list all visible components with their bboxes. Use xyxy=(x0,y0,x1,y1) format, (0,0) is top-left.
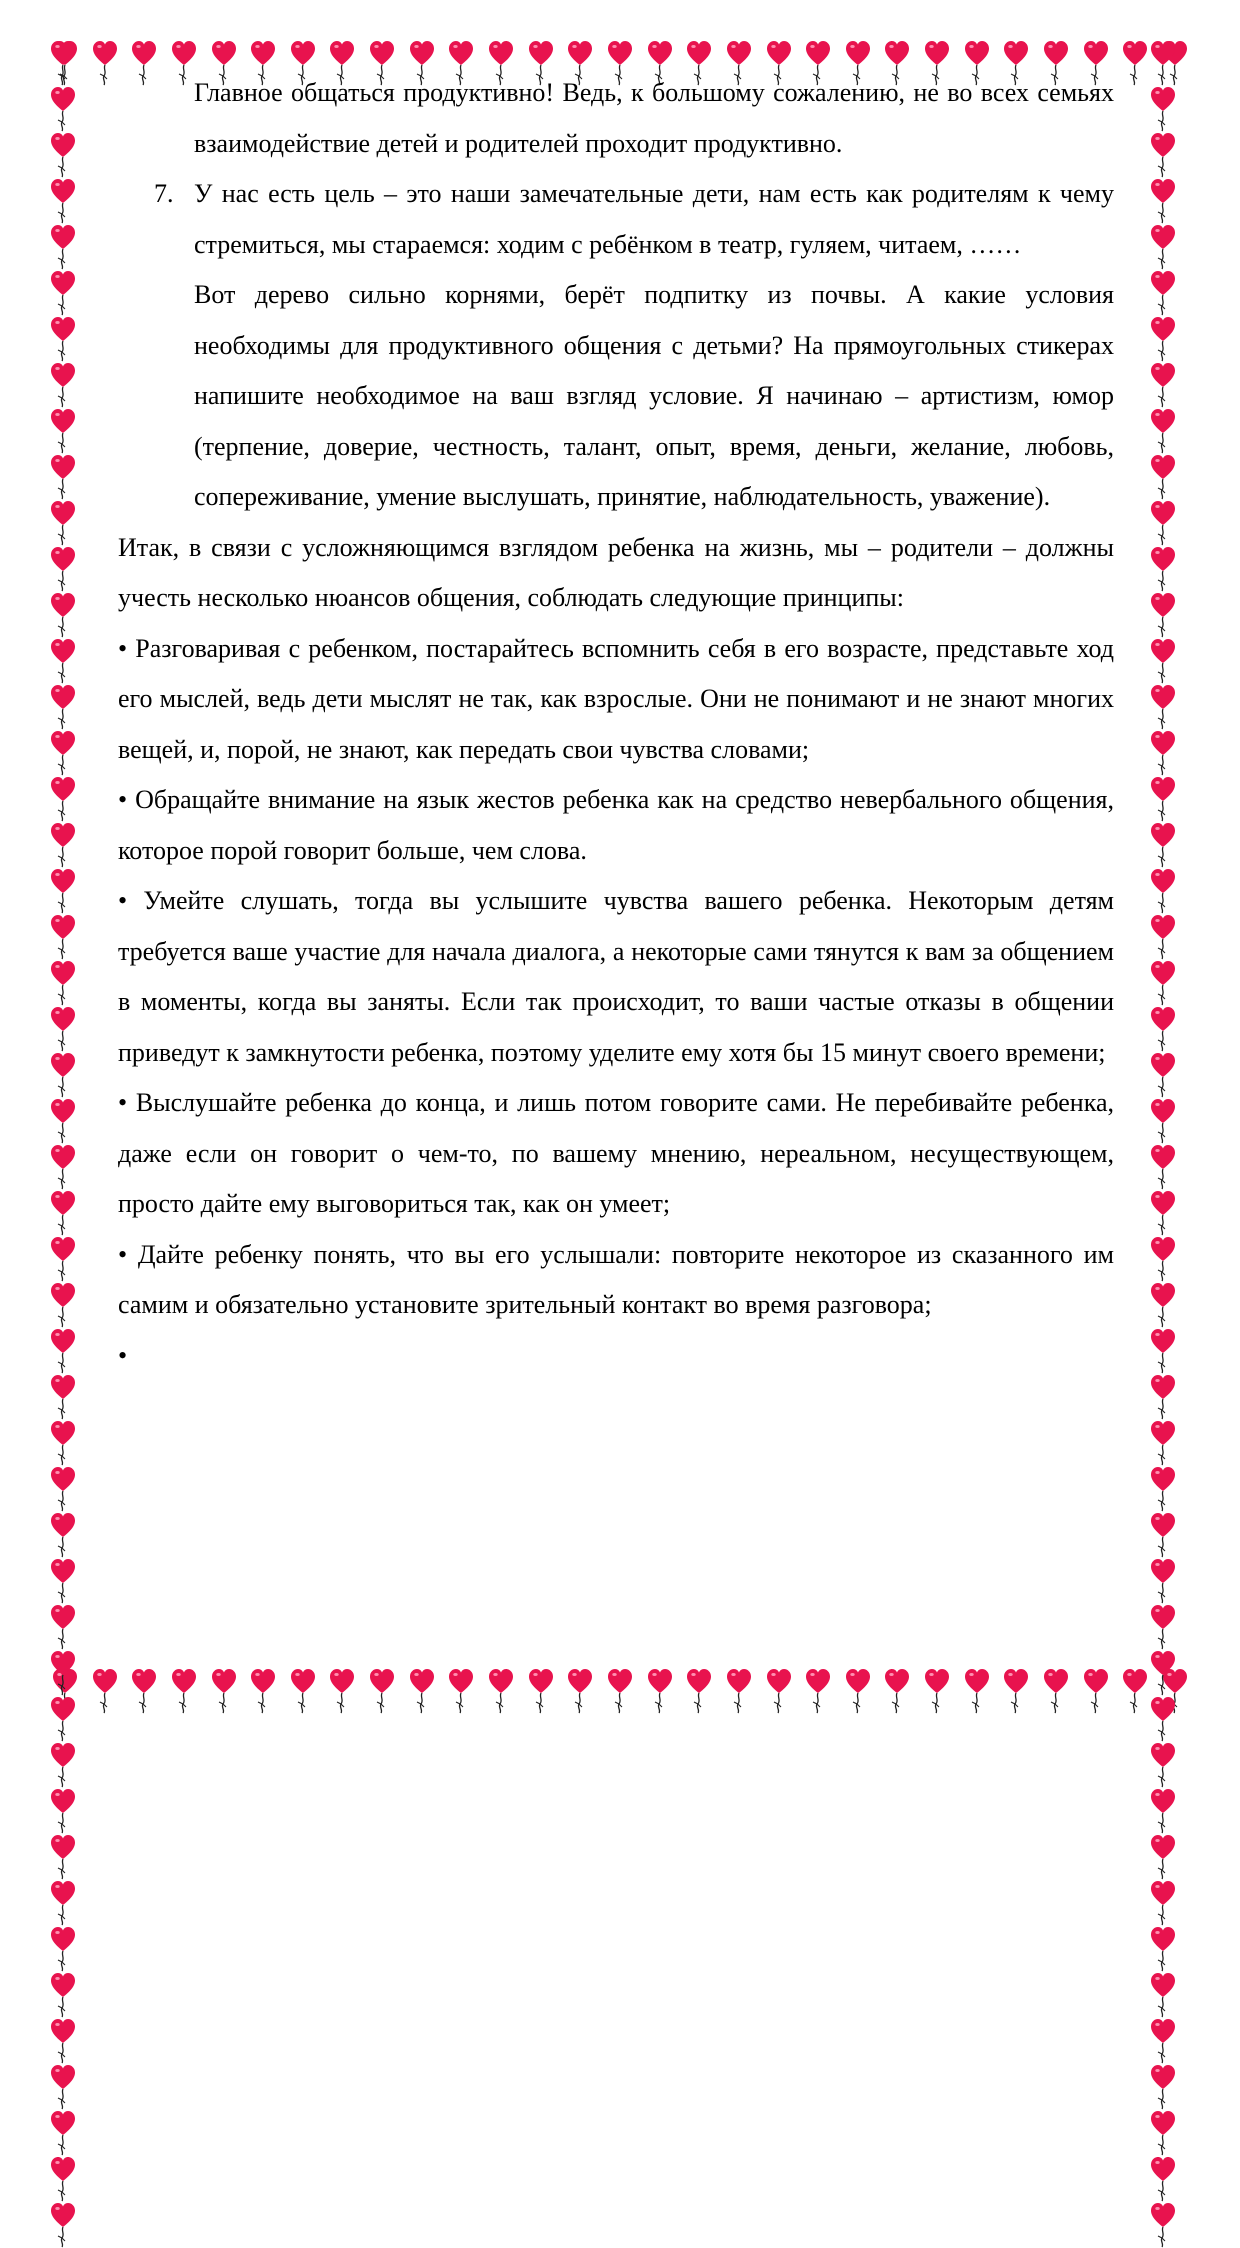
heart-balloon-icon xyxy=(1150,86,1190,132)
heart-balloon-icon xyxy=(1150,960,1190,1006)
paragraph-continuation: Главное общаться продуктивно! Ведь, к большому сожалению, не во всех семьях взаимодействие детей и родителей проходит продуктивно. xyxy=(194,78,1114,158)
heart-balloon-icon xyxy=(50,316,90,362)
heart-balloon-icon xyxy=(1150,1880,1190,1926)
heart-balloon-icon xyxy=(1150,684,1190,730)
heart-balloon-icon xyxy=(1150,1282,1190,1328)
heart-balloon-icon xyxy=(50,1282,90,1328)
heart-balloon-icon xyxy=(50,1788,90,1834)
heart-balloon-icon xyxy=(50,1696,90,1742)
heart-balloon-icon xyxy=(1150,546,1190,592)
heart-balloon-icon xyxy=(1150,1834,1190,1880)
heart-balloon-icon xyxy=(1150,868,1190,914)
heart-balloon-icon xyxy=(50,1052,90,1098)
heart-balloon-icon xyxy=(50,2156,90,2202)
border-bottom xyxy=(52,1668,1188,1718)
heart-balloon-icon xyxy=(250,1668,276,1718)
heart-balloon-icon xyxy=(50,178,90,224)
heart-balloon-icon xyxy=(50,362,90,408)
heart-balloon-icon xyxy=(1150,1696,1190,1742)
heart-balloon-icon xyxy=(50,1328,90,1374)
heart-balloon-icon xyxy=(50,730,90,776)
heart-balloon-icon xyxy=(1150,270,1190,316)
heart-balloon-icon xyxy=(290,1668,316,1718)
heart-balloon-icon xyxy=(50,638,90,684)
heart-balloon-icon xyxy=(766,1668,792,1718)
heart-balloon-icon xyxy=(488,1668,514,1718)
heart-balloon-icon xyxy=(50,1972,90,2018)
heart-balloon-icon xyxy=(1150,1190,1190,1236)
heart-balloon-icon xyxy=(1150,2064,1190,2110)
heart-balloon-icon xyxy=(50,1144,90,1190)
heart-balloon-icon xyxy=(50,1374,90,1420)
heart-balloon-icon xyxy=(686,1668,712,1718)
heart-balloon-icon xyxy=(50,1558,90,1604)
heart-balloon-icon xyxy=(528,1668,554,1718)
heart-balloon-icon xyxy=(1122,1668,1148,1718)
heart-balloon-icon xyxy=(1150,2202,1190,2248)
heart-balloon-icon xyxy=(1150,1144,1190,1190)
heart-balloon-icon xyxy=(50,868,90,914)
heart-balloon-icon xyxy=(50,960,90,1006)
heart-balloon-icon xyxy=(1150,1466,1190,1512)
heart-balloon-icon xyxy=(131,1668,157,1718)
heart-balloon-icon xyxy=(1150,1512,1190,1558)
heart-balloon-icon xyxy=(50,1742,90,1788)
heart-balloon-icon xyxy=(1150,776,1190,822)
heart-balloon-icon xyxy=(845,1668,871,1718)
list-item-7 xyxy=(154,169,1114,270)
heart-balloon-icon xyxy=(50,1006,90,1052)
heart-balloon-icon xyxy=(1150,178,1190,224)
list-number: 7. xyxy=(154,179,174,208)
heart-balloon-icon xyxy=(50,1926,90,1972)
paragraph-tree: Вот дерево сильно корнями, берёт подпитку из почвы. А какие условия необходимы для продуктивного общения с детьми? На прямоугольных стикерах напишите необходимое на ваш взгляд условие. Я начинаю – артистизм, юмор (терпение, доверие, честность, талант, опыт, время, деньги, желание, любовь, сопереживание, умение выслушать, принятие, наблюдательность, уважение). xyxy=(194,280,1114,511)
heart-balloon-icon xyxy=(50,224,90,270)
heart-balloon-icon xyxy=(607,1668,633,1718)
heart-balloon-icon xyxy=(1150,1742,1190,1788)
heart-balloon-icon xyxy=(1003,1668,1029,1718)
heart-balloon-icon xyxy=(1150,316,1190,362)
heart-balloon-icon xyxy=(1150,1374,1190,1420)
heart-balloon-icon xyxy=(92,40,118,90)
heart-balloon-icon xyxy=(1150,822,1190,868)
bullet-3: • Умейте слушать, тогда вы услышите чувства вашего ребенка. Некоторым детям требуется ваше участие для начала диалога, а некоторые сами тянутся к вам за общением в моменты, когда вы заняты. Если так происходит, то ваши частые отказы в общении приведут к замкнутости ребенка, поэтому уделите ему хотя бы 15 минут своего времени; xyxy=(118,886,1114,1067)
heart-balloon-icon xyxy=(50,914,90,960)
heart-balloon-icon xyxy=(50,822,90,868)
document-body xyxy=(118,68,1114,1381)
heart-balloon-icon xyxy=(1150,1604,1190,1650)
heart-balloon-icon xyxy=(50,408,90,454)
heart-balloon-icon xyxy=(964,1668,990,1718)
heart-balloon-icon xyxy=(1150,1972,1190,2018)
heart-balloon-icon xyxy=(1150,2018,1190,2064)
heart-balloon-icon xyxy=(1043,1668,1069,1718)
heart-balloon-icon xyxy=(1150,40,1190,86)
heart-balloon-icon xyxy=(1150,224,1190,270)
heart-balloon-icon xyxy=(409,1668,435,1718)
heart-balloon-icon xyxy=(726,1668,752,1718)
heart-balloon-icon xyxy=(211,1668,237,1718)
heart-balloon-icon xyxy=(1150,1006,1190,1052)
heart-balloon-icon xyxy=(329,1668,355,1718)
heart-balloon-icon xyxy=(1122,40,1148,90)
heart-balloon-icon xyxy=(50,1190,90,1236)
heart-balloon-icon xyxy=(50,776,90,822)
heart-balloon-icon xyxy=(50,86,90,132)
heart-balloon-icon xyxy=(50,2110,90,2156)
heart-balloon-icon xyxy=(1150,2110,1190,2156)
heart-balloon-icon xyxy=(50,684,90,730)
heart-balloon-icon xyxy=(567,1668,593,1718)
heart-balloon-icon xyxy=(50,2018,90,2064)
heart-balloon-icon xyxy=(50,1650,90,1696)
heart-balloon-icon xyxy=(924,1668,950,1718)
heart-balloon-icon xyxy=(1150,1236,1190,1282)
paragraph-itak: Итак, в связи с усложняющимся взглядом ребенка на жизнь, мы – родители – должны учесть несколько нюансов общения, соблюдать следующие принципы: xyxy=(118,532,1114,612)
border-left xyxy=(50,40,90,1718)
heart-balloon-icon xyxy=(1150,1420,1190,1466)
heart-balloon-icon xyxy=(1150,592,1190,638)
heart-balloon-icon xyxy=(50,500,90,546)
heart-balloon-icon xyxy=(50,1098,90,1144)
list-item-text: У нас есть цель – это наши замечательные дети, нам есть как родителям к чему стремиться, мы стараемся: ходим с ребёнком в театр, гуляем, читаем, …… xyxy=(194,179,1114,259)
heart-balloon-icon xyxy=(1150,1926,1190,1972)
heart-balloon-icon xyxy=(1083,1668,1109,1718)
heart-balloon-icon xyxy=(1150,132,1190,178)
heart-balloon-icon xyxy=(1150,914,1190,960)
heart-balloon-icon xyxy=(50,1512,90,1558)
heart-balloon-icon xyxy=(1150,454,1190,500)
heart-balloon-icon xyxy=(1150,1098,1190,1144)
heart-balloon-icon xyxy=(1150,500,1190,546)
heart-balloon-icon xyxy=(1150,1052,1190,1098)
heart-balloon-icon xyxy=(1150,1558,1190,1604)
heart-balloon-icon xyxy=(50,270,90,316)
heart-balloon-icon xyxy=(448,1668,474,1718)
heart-balloon-icon xyxy=(50,1880,90,1926)
border-right xyxy=(1150,40,1190,1718)
heart-balloon-icon xyxy=(805,1668,831,1718)
heart-balloon-icon xyxy=(50,2202,90,2248)
heart-balloon-icon xyxy=(50,2064,90,2110)
heart-balloon-icon xyxy=(1150,1650,1190,1696)
heart-balloon-icon xyxy=(1150,638,1190,684)
heart-balloon-icon xyxy=(50,1236,90,1282)
bullet-5: • Дайте ребенку понять, что вы его услышали: повторите некоторое из сказанного им самим и обязательно установите зрительный контакт во время разговора; xyxy=(118,1239,1114,1319)
heart-balloon-icon xyxy=(1150,730,1190,776)
heart-balloon-icon xyxy=(50,454,90,500)
heart-balloon-icon xyxy=(1150,408,1190,454)
heart-balloon-icon xyxy=(1150,362,1190,408)
heart-balloon-icon xyxy=(171,1668,197,1718)
heart-balloon-icon xyxy=(50,132,90,178)
heart-balloon-icon xyxy=(1150,1788,1190,1834)
heart-balloon-icon xyxy=(50,40,90,86)
heart-balloon-icon xyxy=(92,1668,118,1718)
heart-balloon-icon xyxy=(884,1668,910,1718)
heart-balloon-icon xyxy=(1150,2156,1190,2202)
heart-balloon-icon xyxy=(50,1834,90,1880)
heart-balloon-icon xyxy=(50,1466,90,1512)
heart-balloon-icon xyxy=(50,592,90,638)
heart-balloon-icon xyxy=(369,1668,395,1718)
bullet-4: • Выслушайте ребенка до конца, и лишь потом говорите сами. Не перебивайте ребенка, даже если он говорит о чем-то, по вашему мнению, нереальном, несуществующем, просто дайте ему выговориться так, как он умеет; xyxy=(118,1088,1114,1218)
heart-balloon-icon xyxy=(50,546,90,592)
heart-balloon-icon xyxy=(50,1604,90,1650)
bullet-2: • Обращайте внимание на язык жестов ребенка как на средство невербального общения, которое порой говорит больше, чем слова. xyxy=(118,785,1114,865)
heart-balloon-icon xyxy=(647,1668,673,1718)
heart-balloon-icon xyxy=(50,1420,90,1466)
bullet-6: • xyxy=(118,1340,128,1370)
bullet-1: • Разговаривая с ребенком, постарайтесь вспомнить себя в его возрасте, представьте ход его мыслей, ведь дети мыслят не так, как взрослые. Они не понимают и не знают многих вещей, и, порой, не знают, как передать свои чувства словами; xyxy=(118,633,1114,764)
heart-balloon-icon xyxy=(1150,1328,1190,1374)
